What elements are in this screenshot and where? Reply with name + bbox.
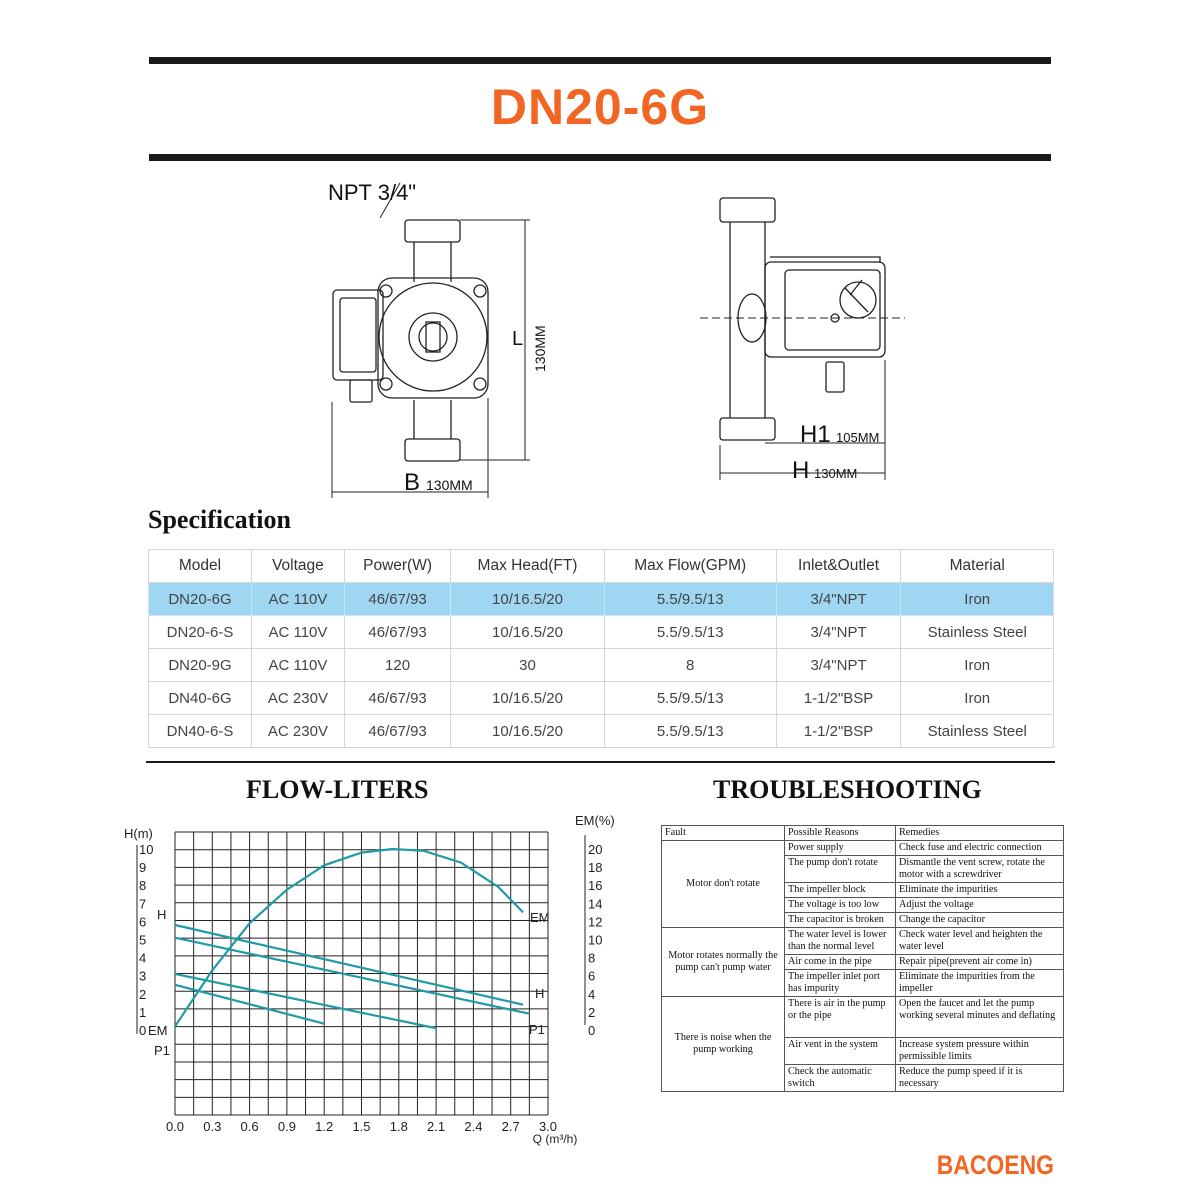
x-tick-label: 0.0	[165, 1119, 185, 1134]
series-line-0	[175, 925, 523, 1005]
table-row	[662, 928, 1064, 955]
troubleshooting-table	[661, 825, 1064, 1092]
col-voltage: Voltage	[252, 550, 345, 583]
left-tick-label: 6	[139, 914, 147, 930]
remedy-cell: Adjust the voltage	[896, 898, 1064, 913]
x-tick-label: 3.0	[538, 1119, 558, 1134]
cell: 10/16.5/20	[451, 583, 605, 616]
fault-cell: There is noise when the pump working	[662, 997, 785, 1092]
remedy-cell: Check fuse and electric connection	[896, 841, 1064, 856]
left-axis-label: H(m)	[124, 826, 153, 841]
right-tick-label: 10	[588, 932, 603, 948]
right-tick-label: 18	[588, 860, 603, 876]
right-tick-label: 2	[588, 1004, 596, 1020]
left-tick-label: 3	[139, 968, 147, 984]
right-tick-label: 20	[588, 842, 603, 857]
B-value: 130MM	[426, 477, 473, 493]
pump-body	[378, 278, 488, 398]
H-label: H	[792, 457, 810, 484]
table-row	[662, 997, 1064, 1038]
header-reasons: Possible Reasons	[785, 826, 896, 841]
cell: 3/4"NPT	[776, 583, 901, 616]
thread-label: NPT 3/4"	[328, 180, 417, 205]
cell: AC 110V	[252, 616, 345, 649]
series-label-P1: P1	[529, 1022, 545, 1037]
cell: 120	[344, 649, 450, 682]
cell: DN20-9G	[149, 649, 252, 682]
section-rule	[146, 761, 1055, 763]
cell: DN20-6G	[149, 583, 252, 616]
header-fault: Fault	[662, 826, 785, 841]
reason-cell: Air come in the pipe	[785, 955, 896, 970]
cell: 10/16.5/20	[451, 715, 605, 748]
col-material: Material	[901, 550, 1054, 583]
B-label: B	[404, 469, 421, 496]
reason-cell: The pump don't rotate	[785, 856, 896, 883]
right-tick-label: 14	[588, 896, 603, 912]
x-tick-label: 0.3	[203, 1119, 222, 1134]
top-fitting	[405, 220, 460, 242]
table-row	[662, 841, 1064, 856]
remedy-cell: Change the capacitor	[896, 913, 1064, 928]
table-row	[149, 715, 1054, 748]
col-inlet-outlet: Inlet&Outlet	[776, 550, 901, 583]
flow-chart	[110, 805, 630, 1150]
cell: DN40-6-S	[149, 715, 252, 748]
right-tick-label: 12	[588, 914, 603, 930]
col-max-head: Max Head(FT)	[451, 550, 605, 583]
cell: 3/4"NPT	[776, 616, 901, 649]
x-axis-label: Q (m³/h)	[532, 1132, 578, 1146]
remedy-cell: Dismantle the vent screw, rotate the motor with a screwdriver	[896, 856, 1064, 883]
side-top-fitting	[720, 198, 775, 222]
height-label: 130MM	[532, 325, 548, 372]
troubleshooting-heading: TROUBLESHOOTING	[713, 775, 982, 804]
left-tick-label: 2	[139, 986, 147, 1002]
side-motor	[765, 262, 885, 357]
page-title: DN20-6G	[490, 79, 710, 135]
left-EM-label: EM	[148, 1023, 168, 1038]
remedy-cell: Repair pipe(prevent air come in)	[896, 955, 1064, 970]
L-label: L	[512, 328, 524, 350]
col-model: Model	[149, 550, 252, 583]
cell: 46/67/93	[344, 616, 450, 649]
cell: AC 110V	[252, 583, 345, 616]
remedy-cell: Open the faucet and let the pump working several minutes and deflating	[896, 997, 1064, 1038]
spec-heading: Specification	[148, 505, 291, 534]
cell: Iron	[901, 682, 1054, 715]
right-tick-label: 16	[588, 878, 603, 894]
cell: 8	[604, 649, 776, 682]
cell: AC 230V	[252, 715, 345, 748]
cell: DN20-6-S	[149, 616, 252, 649]
col-max-flow: Max Flow(GPM)	[604, 550, 776, 583]
H1-label: H1	[800, 421, 831, 448]
brand-logo: BACOENG	[936, 1150, 1054, 1180]
cell: 10/16.5/20	[451, 682, 605, 715]
left-tick-label: 9	[139, 860, 147, 876]
x-tick-label: 1.2	[315, 1119, 334, 1134]
cell: 1-1/2"BSP	[776, 682, 901, 715]
left-tick-label: 5	[139, 932, 147, 948]
x-tick-label: 0.9	[277, 1119, 296, 1134]
cell: 46/67/93	[344, 715, 450, 748]
reason-cell: The impeller block	[785, 883, 896, 898]
fault-cell: Motor don't rotate	[662, 841, 785, 928]
remedy-cell: Eliminate the impurities	[896, 883, 1064, 898]
reason-cell: The water level is lower than the normal level	[785, 928, 896, 955]
left-tick-label: 10	[139, 842, 154, 857]
left-tick-label: 1	[139, 1004, 147, 1020]
H1-value: 105MM	[836, 430, 880, 445]
remedy-cell: Increase system pressure within permissible limits	[896, 1038, 1064, 1065]
H-value: 130MM	[814, 466, 858, 481]
cell: 10/16.5/20	[451, 616, 605, 649]
table-row	[149, 616, 1054, 649]
cell: Iron	[901, 649, 1054, 682]
right-tick-label: 0	[588, 1023, 596, 1038]
reason-cell: Power supply	[785, 841, 896, 856]
spec-header-row	[149, 550, 1054, 583]
remedy-cell: Eliminate the impurities from the impeller	[896, 970, 1064, 997]
remedy-cell: Check water level and heighten the water level	[896, 928, 1064, 955]
cell: 30	[451, 649, 605, 682]
spec-table	[148, 549, 1054, 748]
reason-cell: Air vent in the system	[785, 1038, 896, 1065]
left-P1-label: P1	[154, 1043, 170, 1058]
cell: DN40-6G	[149, 682, 252, 715]
cell: AC 230V	[252, 682, 345, 715]
right-tick-label: 4	[588, 986, 596, 1002]
cell: Iron	[901, 583, 1054, 616]
cell: 3/4"NPT	[776, 649, 901, 682]
left-tick-label: 8	[139, 878, 147, 894]
cell: Stainless Steel	[901, 715, 1054, 748]
bottom-fitting	[405, 439, 460, 461]
reason-cell: Check the automatic switch	[785, 1065, 896, 1092]
side-bottom-fitting	[720, 418, 775, 440]
x-tick-label: 0.6	[240, 1119, 259, 1134]
left-tick-label: 7	[139, 896, 147, 912]
table-row	[149, 649, 1054, 682]
header-remedies: Remedies	[896, 826, 1064, 841]
cell: AC 110V	[252, 649, 345, 682]
remedy-cell: Reduce the pump speed if it is necessary	[896, 1065, 1064, 1092]
cell: 46/67/93	[344, 583, 450, 616]
flow-heading: FLOW-LITERS	[246, 775, 429, 804]
fault-cell: Motor rotates normally the pump can't pump water	[662, 928, 785, 997]
reason-cell: The voltage is too low	[785, 898, 896, 913]
reason-cell: The impeller inlet port has impurity	[785, 970, 896, 997]
reason-cell: There is air in the pump or the pipe	[785, 997, 896, 1038]
cell: 5.5/9.5/13	[604, 583, 776, 616]
left-H-label: H	[157, 907, 167, 922]
trouble-header-row	[662, 826, 1064, 841]
right-axis-label: EM(%)	[575, 813, 615, 828]
cell: Stainless Steel	[901, 616, 1054, 649]
col-power: Power(W)	[344, 550, 450, 583]
x-tick-label: 2.1	[427, 1119, 446, 1134]
table-row	[149, 583, 1054, 616]
series-label-EM: EM	[530, 910, 550, 925]
cell: 1-1/2"BSP	[776, 715, 901, 748]
x-tick-label: 2.4	[464, 1119, 483, 1134]
reason-cell: The capacitor is broken	[785, 913, 896, 928]
motor-face	[379, 283, 487, 391]
x-tick-label: 1.8	[389, 1119, 408, 1134]
cell: 5.5/9.5/13	[604, 715, 776, 748]
x-tick-label: 2.7	[501, 1119, 520, 1134]
left-tick-label: 0	[139, 1023, 147, 1038]
cell: 5.5/9.5/13	[604, 616, 776, 649]
cell: 46/67/93	[344, 682, 450, 715]
x-tick-label: 1.5	[352, 1119, 371, 1134]
series-label-H: H	[535, 986, 545, 1001]
table-row	[149, 682, 1054, 715]
dimension-drawing	[0, 0, 1200, 510]
right-tick-label: 8	[588, 950, 596, 966]
cell: 5.5/9.5/13	[604, 682, 776, 715]
left-tick-label: 4	[139, 950, 147, 966]
right-tick-label: 6	[588, 968, 596, 984]
